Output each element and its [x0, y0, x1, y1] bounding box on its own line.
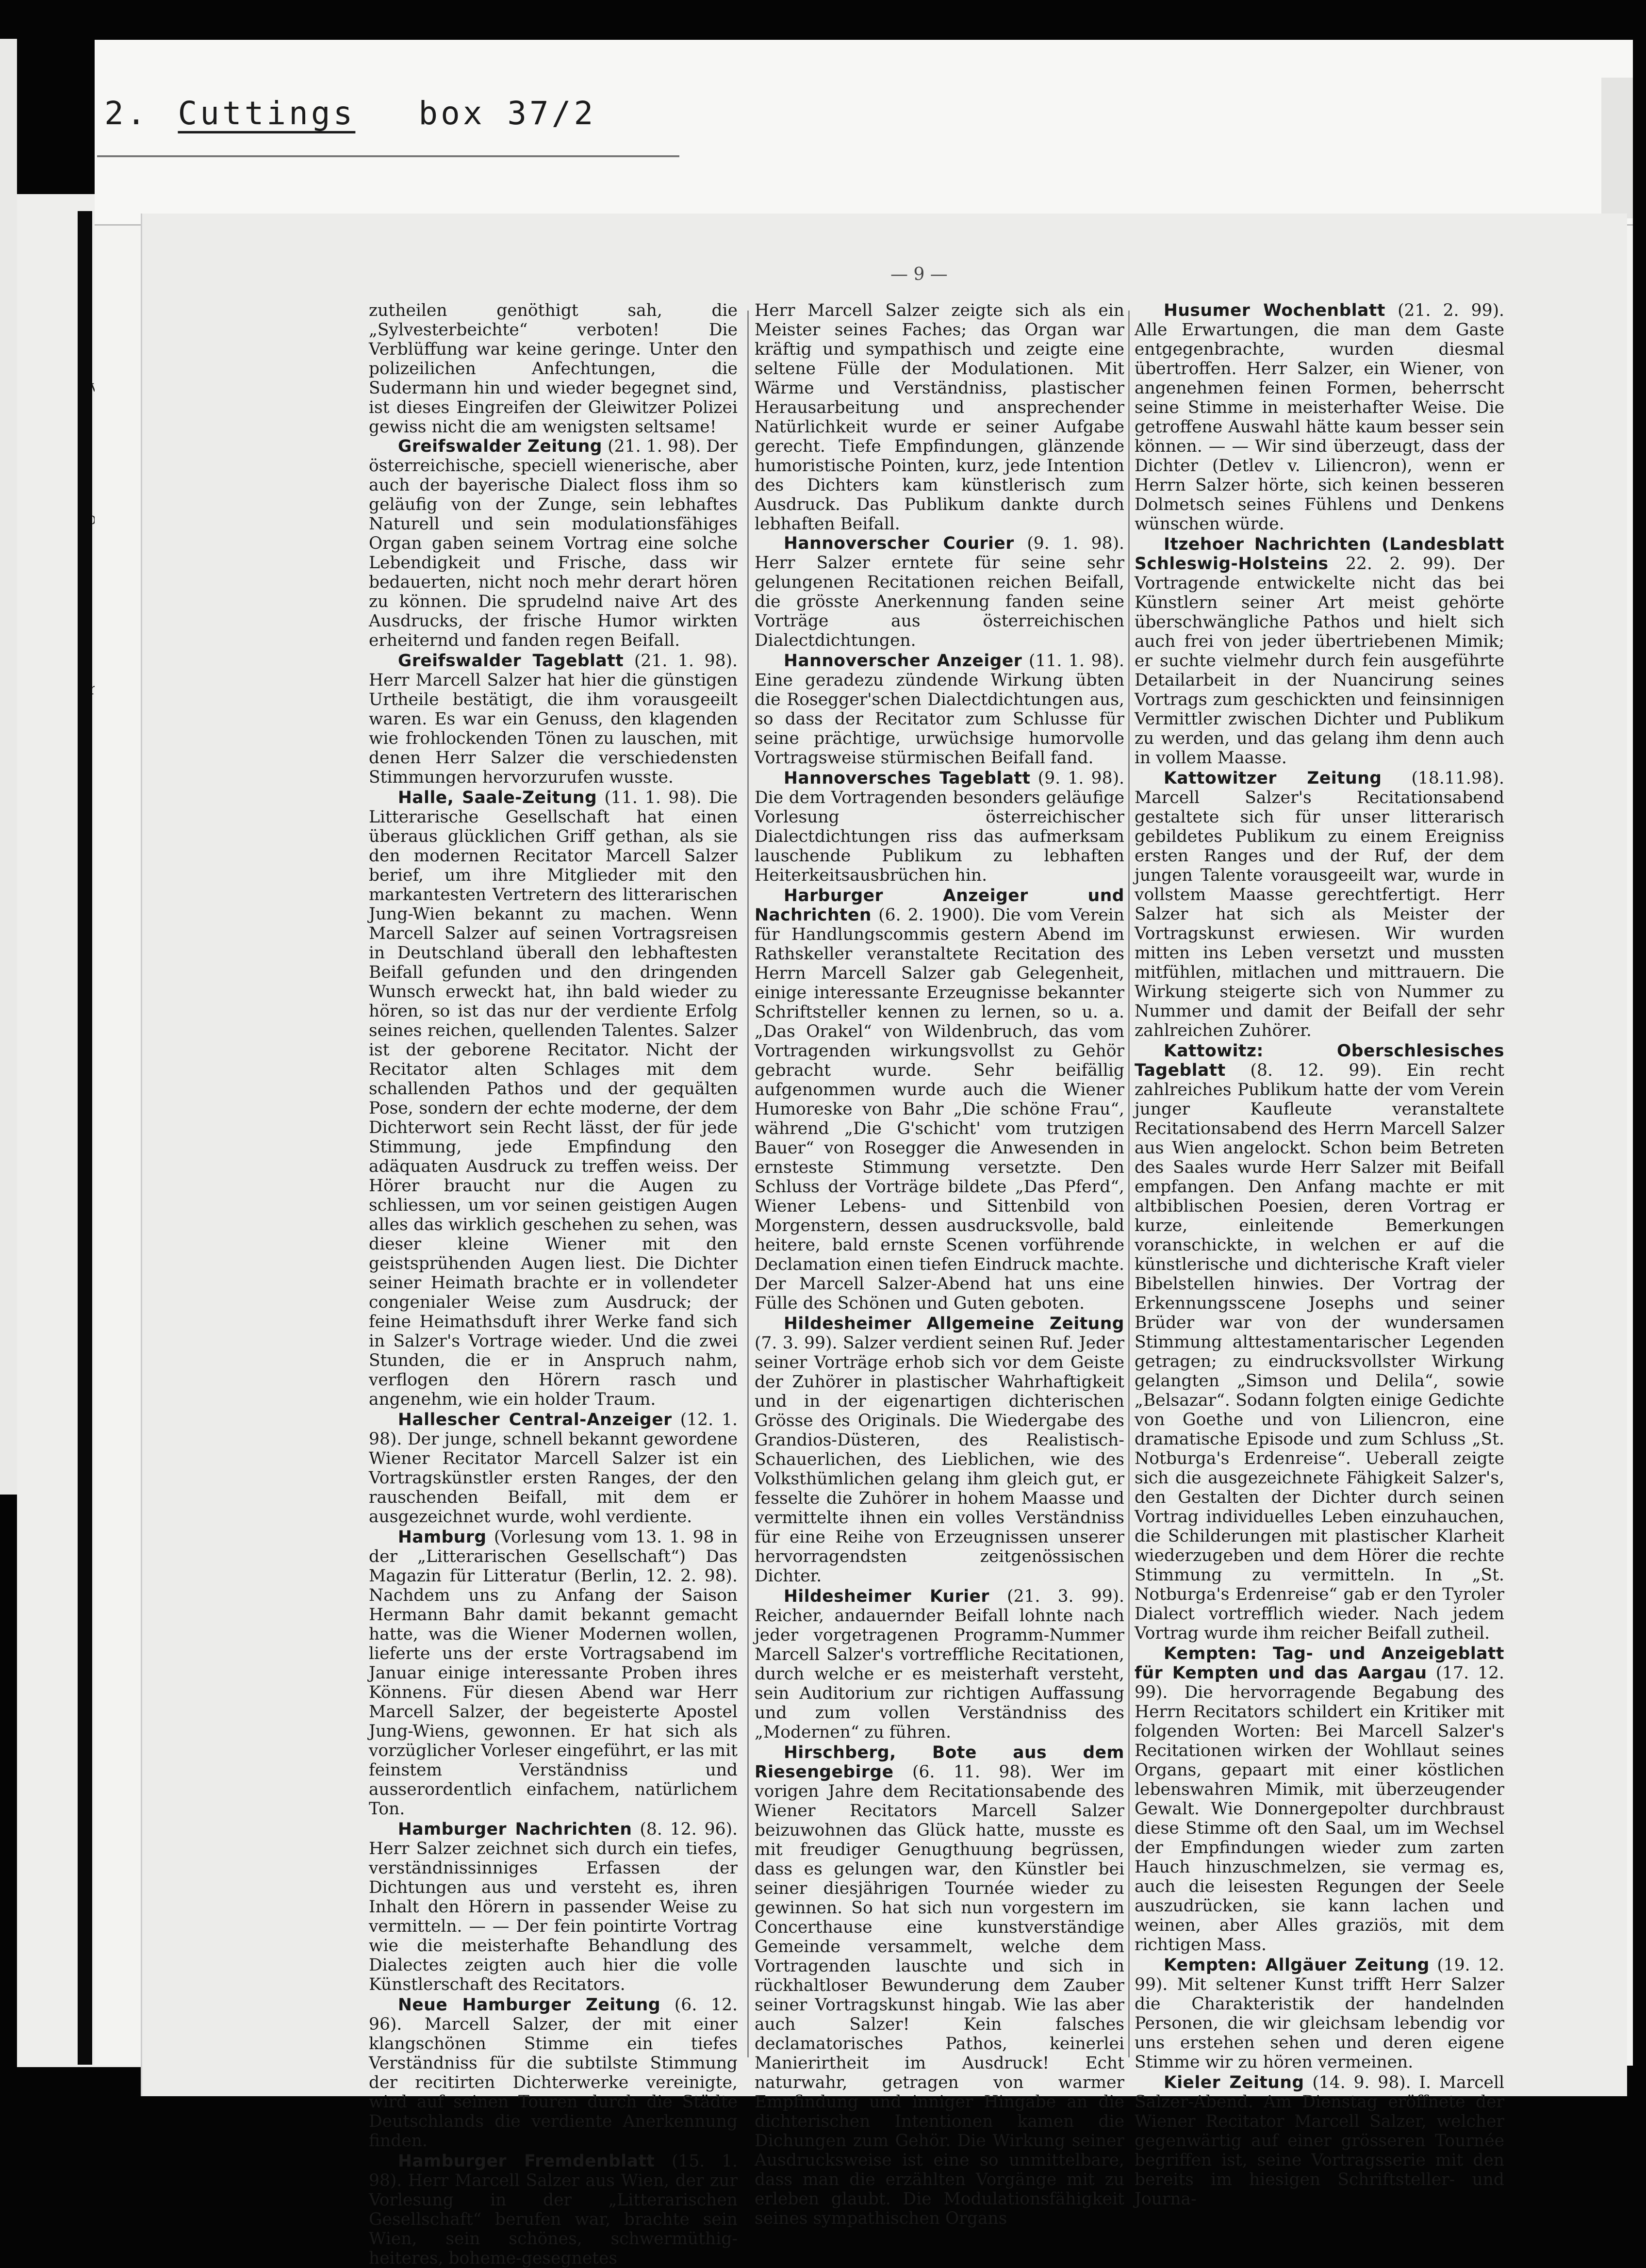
review-entry	[369, 2152, 738, 2268]
review-text: Ein recht zahlreiches Publikum hatte der vom Verein junger Kaufleute veranstaltete Recitationsabend des Herrn Marcell Salzer aus Wien angelockt. Schon beim Betreten des Saales wurde Herr Salzer mit Beifall empfangen. Den Anfang machte er mit altbiblischen Poesien, deren Vortrag er kurze, einleitende Bemerkungen voranschickte, in welchen er auf die künstlerische und dichterische Kraft vieler Bibelstellen hinwies. Der Vortrag der Erkennungsscene Josephs und seiner Brüder war von der wundersamen Stimmung alttestamentarischer Legenden getragen; zu eindrucksvollster Wirkung gelangten „Simson und Delila“, sowie „Belsazar“. Sodann folgten einige Gedichte von Goethe und von Liliencron, eine dramatische Episode und zum Schluss „St. Notburga's Erdenreise“. Ueberall zeigte sich die ausgezeichnete Fähigkeit Salzer's, den Gestalten der Dichter durch seinen Vortrag individuelles Leben einzuhauchen, die Schilderungen mit plastischer Klarheit wiederzugeben und dem Hörer die rechte Stimmung zu vermitteln. In „St. Notburga's Erdenreise“ gab er den Tyroler Dialect vortrefflich wieder. Nach jedem Vortrag wurde ihm reicher Beifall zutheil.	[1135, 1061, 1505, 1643]
publication-name: Kattowitzer Zeitung	[1164, 769, 1382, 788]
header-rule	[97, 155, 679, 157]
review-entry	[1135, 1956, 1504, 2072]
publication-name: Hildesheimer Allgemeine Zeitung	[784, 1314, 1124, 1333]
review-text: Marcell Salzer, der mit einer klangschönen Stimme ein tiefes Verständniss für die subtilste Stimmung der recitirten Dichterwerke vereinigte, wird auf seinen Touren durch die Städte Deutschlands die verdiente Anerkennung finden.	[369, 2015, 738, 2151]
publication-date: (18.11.98).	[1411, 769, 1504, 788]
review-entry	[369, 651, 738, 787]
column-2	[755, 301, 1125, 2228]
publication-name: Husumer Wochenblatt	[1164, 301, 1385, 320]
archive-label	[104, 95, 596, 132]
review-entry	[755, 651, 1124, 768]
publication-name: Hamburg	[398, 1528, 487, 1547]
review-text: Salzer verdient seinen Ruf. Jeder seiner Vorträge erhob sich vor dem Geiste der Zuhörer in plastischer Wahrhaftigkeit und in der eigenartigen dichterischen Grösse des Originals. Die Wiedergabe des Grandios-Düsteren, des Realistisch-Schauerlichen, des Lieblichen, wie des Volksthümlichen gelang ihm gleich gut, er fesselte die Zuhörer in hohem Maasse und vermittelte ihnen ein volles Verständniss für eine Reihe von Erzeugnissen unserer hervorragendsten zeitgenössischen Dichter.	[755, 1333, 1124, 1586]
publication-date: (Vorlesung vom 13. 1. 98 in der „Litterarischen Gesellschaft“)	[369, 1528, 738, 1566]
review-text: I. Marcell Salzer-Abend. Am Dienstag eröffnete der Wiener Recitator Marcell Salzer, welcher gegenwärtig auf einer grösseren Tournée begriffen ist, seine Vortragsserie mit den bereits im hiesigen Schriftsteller- und Journa-	[1135, 2073, 1505, 2209]
review-text: Herr Marcell Salzer aus Wien, der zur Vorlesung in der „Litterarischen Gesellschaft“ berufen war, brachte sein Wien, sein schönes, schwermüthig-heiteres, boheme-gesegnetes	[369, 2171, 738, 2268]
publication-date: (17. 12. 99).	[1135, 1663, 1504, 1702]
review-entry	[1135, 301, 1504, 534]
archive-number: 2.	[104, 95, 149, 132]
review-text: Herr Salzer zeichnet sich durch ein tiefes, verständnissinniges Erfassen der Dichtungen aus und versteht es, ihren Inhalt den Hörern in passender Weise zu vermitteln. — — Der fein pointirte Vortrag wie die meisterhafte Behandlung des Dialectes zeigten auch hier die volle Künstlerschaft des Recitators.	[369, 1839, 738, 1994]
publication-name: Kattowitz: Oberschlesisches Tageblatt	[1135, 1041, 1504, 1080]
publication-name: Halle, Saale-Zeitung	[398, 788, 597, 807]
review-text: Der junge, schnell bekannt gewordene Wiener Recitator Marcell Salzer ist ein Vortragskünstler ersten Ranges, der den rauschenden Beifall, mit dem er ausgezeichnet wurde, wohl verdiente.	[369, 1430, 738, 1527]
review-text: Der österreichische, speciell wienerische, aber auch der bayerische Dialect floss ihm so geläufig von der Zunge, sein lebhaftes Naturell und sein modulationsfähiges Organ gaben seinem Vortrag eine solche Lebendigkeit und Frische, dass wir bedauerten, nicht noch mehr derart hören zu können. Die sprudelnd naive Art des Ausdrucks, der frische Humor wirkten erheiternd und fanden regen Beifall.	[369, 437, 738, 650]
review-entry	[1135, 1644, 1504, 1955]
review-entry	[1135, 2073, 1504, 2209]
publication-date: (9. 1. 98).	[1027, 534, 1125, 553]
publication-date: (6. 12. 96).	[369, 1995, 738, 2034]
review-text: Wer im vorigen Jahre dem Recitationsabende des Wiener Recitators Marcell Salzer beizuwohnen das Glück hatte, musste es mit freudiger Genugthuung begrüssen, dass es gelungen war, den Künstler bei seiner diesjährigen Tournée wieder zu gewinnen. So hat sich nun vorgestern im Concerthause eine kunstverständige Gemeinde versammelt, welche dem Vortragenden lauschte und sich in rückhaltloser Bewunderung dem Zauber seiner Vortragskunst hingab. Wie las aber auch Salzer! Kein falsches declamatorisches Pathos, keinerlei Manierirtheit im Ausdruck! Echt naturwahr, getragen von warmer Empfindung und inniger Hingabe an die dichterischen Intentionen kamen die Dichungen zum Gehör. Die Wirkung seiner Ausdrucksweise ist eine so unmittelbare, dass man die erzählten Vorgänge mit zu erleben glaubt. Die Modulationsfähigkeit seines sympathischen Organs	[755, 1762, 1125, 2228]
publication-name: Hallescher Central-Anzeiger	[398, 1410, 672, 1430]
column-lead-text: zutheilen genöthigt sah, die „Sylvesterbeichte“ verboten! Die Verblüffung war keine geringe. Unter den polizeilichen Anfechtungen, die Sudermann hin und wieder begegnet sind, ist dieses Eingreifen der Gleiwitzer Polizei gewiss nicht die am wenigsten seltsame!	[369, 301, 738, 437]
review-text: Marcell Salzer's Recitationsabend gestaltete sich für unser litterarisch gebildetes Publikum zu einem Ereigniss ersten Ranges und der Ruf, der dem jungen Talente vorausgeeilt war, wurde in vollstem Maasse gerechtfertigt. Herr Salzer hat sich als Meister der Vortragskunst erwiesen. Wir wurden mitten ins Leben versetzt und mussten mitfühlen, mitlachen und mittrauern. Die Wirkung steigerte sich von Nummer zu Nummer und damit der Beifall der sehr zahlreichen Zuhörer.	[1135, 788, 1504, 1040]
publication-name: Hildesheimer Kurier	[784, 1587, 989, 1606]
publication-date: (14. 9. 98).	[1312, 2073, 1411, 2092]
publication-date: 22. 2. 99).	[1346, 554, 1456, 574]
publication-date: (6. 2. 1900).	[878, 905, 986, 925]
review-text: Das Magazin für Litteratur (Berlin, 12. 2. 98). Nachdem uns zu Anfang der Saison Hermann Bahr damit bekannt gemacht hatte, was die Wiener Modernen wollen, lieferte uns der erste Vortragsabend im Januar einige interessante Proben ihres Könnens. Für diesen Abend war Herr Marcell Salzer, der begeisterte Apostel Jung-Wiens, gewonnen. Er hat sich als vorzüglicher Vorleser eingeführt, er las mit feinstem Verständniss und ausserordentlich einfachem, natürlichem Ton.	[369, 1547, 738, 1819]
review-entry	[755, 1743, 1124, 2228]
publication-date: (11. 1. 98).	[1029, 651, 1124, 671]
review-entry	[369, 788, 738, 1409]
publication-name: Greifswalder Zeitung	[398, 437, 602, 456]
review-entry	[369, 1995, 738, 2151]
column-1	[369, 301, 738, 2268]
review-entry	[1135, 769, 1504, 1040]
publication-name: Harburger Anzeiger und Nachrichten	[755, 886, 1124, 925]
page-gutter	[78, 211, 92, 2065]
archive-header-card	[95, 40, 1633, 226]
publication-date: (9. 1. 98).	[1037, 769, 1125, 788]
publication-date: (12. 1. 98).	[369, 1410, 738, 1449]
publication-date: (19. 12. 99).	[1135, 1956, 1504, 1994]
column-lead-text: Herr Marcell Salzer zeigte sich als ein Meister seines Faches; das Organ war kräftig und sympathisch und zeigte eine seltene Fülle der Modulationen. Mit Wärme und Verständniss, plastischer Herausarbeitung und ansprechender Natürlichkeit wurde er seiner Aufgabe gerecht. Tiefe Empfindungen, glänzende humoristische Pointen, kurz, jede Intention des Dichters kam künstlerisch zum Ausdruck. Das Publikum dankte durch lebhaften Beifall.	[755, 301, 1124, 534]
publication-name: Itzehoer Nachrichten (Landesblatt Schleswig-Holsteins	[1135, 535, 1504, 574]
archive-box: box 37/2	[418, 95, 596, 132]
publication-name: Hannoverscher Courier	[784, 534, 1014, 553]
review-entry	[1135, 1041, 1504, 1643]
publication-date: (11. 1. 98).	[604, 788, 702, 807]
publication-name: Hannoverscher Anzeiger	[784, 651, 1022, 671]
publication-name: Hirschberg, Bote aus dem Riesengebirge	[755, 1743, 1124, 1782]
review-entry	[755, 1314, 1124, 1586]
publication-date: (21. 1. 98).	[634, 651, 738, 671]
review-text: Herr Marcell Salzer hat hier die günstigen Urtheile bestätigt, die ihm vorausgeeilt waren. Es war ein Genuss, den klagenden wie frohlockenden Tönen zu lauschen, mit denen Herr Salzer die verschiedensten Stimmungen hervorzurufen wusste.	[369, 671, 738, 787]
review-text: Die Litterarische Gesellschaft hat einen überaus glücklichen Griff gethan, als sie den modernen Recitator Marcell Salzer berief, um ihre Mitglieder mit den markantesten Vertretern des litterarischen Jung-Wien bekannt zu machen. Wenn Marcell Salzer auf seinen Vortragsreisen in Deutschland überall den lebhaftesten Beifall gefunden und den dringenden Wunsch erweckt hat, ihn bald wieder zu hören, so ist das nur der verdiente Erfolg seines reichen, quellenden Talentes. Salzer ist der geborene Recitator. Nicht der Recitator alten Schlages mit dem schallenden Pathos und der gequälten Pose, sondern der echte moderne, der dem Dichterwort sein Recht lässt, der für jede Stimmung, jede Empfindung den adäquaten Ausdruck zu treffen weiss. Der Hörer braucht nur die Augen zu schliessen, um vor seinen geistigen Augen alles das wirklich geschehen zu sehen, was dieser kleine Wiener mit den geistsprühenden Augen liest. Die Dichter seiner Heimath brachte er in vollendeter congenialer Weise zum Ausdruck; der feine Heimathsduft ihrer Werke fand sich in Salzer's Vortrage wieder. Und die zwei Stunden, die er in Anspruch nahm, verflogen den Hörern rasch und angenehm, wie ein holder Traum.	[369, 788, 738, 1409]
review-text: Die vom Verein für Handlungscommis gestern Abend im Rathskeller veranstaltete Recitation des Herrn Marcell Salzer gab Gelegenheit, einige interessante Erzeugnisse bekannter Schriftsteller kennen zu lernen, so u. a. „Das Orakel“ von Wildenbruch, das vom Vortragenden wirkungsvollst zu Gehör gebracht wurde. Sehr beifällig aufgenommen wurde auch die Wiener Humoreske von Bahr „Die schöne Frau“, während „Die G'schicht' vom trutzigen Bauer“ von Rosegger die Anwesenden in ernsteste Stimmung versetzte. Den Schluss der Vorträge bildete „Das Pferd“, Wiener Lebens- und Sittenbild von Morgenstern, dessen ausdrucksvolle, bald heitere, bald ernste Scenen vorführende Declamation einen tiefen Eindruck machte. Der Marcell Salzer-Abend hat uns eine Fülle des Schönen und Guten geboten.	[755, 905, 1125, 1313]
column-3	[1135, 301, 1505, 2209]
review-text: Eine geradezu zündende Wirkung übten die Rosegger'schen Dialectdichtungen aus, so dass der Recitator zum Schlusse für seine prächtige, urwüchsige humorvolle Vortragsweise stürmischen Beifall fand.	[755, 671, 1124, 768]
publication-date: (7. 3. 99).	[755, 1333, 838, 1353]
publication-date: (15. 1. 98).	[369, 2152, 738, 2190]
review-text: Die hervorragende Begabung des Herrn Recitators schildert ein Kritiker mit folgenden Worten: Bei Marcell Salzer's Recitationen wirken der Wohllaut seines Organs, gepaart mit einer köstlichen lebenswahren Mimik, mit überzeugender Gewalt. Wie Donnergepolter durchbraust diese Stimme oft den Saal, um im Wechsel der Empfindungen wieder zum zarten Hauch hinzuschmelzen, sie vermag es, auch die leisesten Regungen der Seele auszudrücken, sie kann lachen und weinen, aber Alles graziös, mit dem richtigen Mass.	[1135, 1683, 1505, 1955]
publication-date: (21. 3. 99).	[1007, 1587, 1124, 1606]
archive-title: Cuttings	[178, 95, 356, 132]
column-rule	[747, 311, 749, 2057]
publication-name: Hamburger Nachrichten	[398, 1820, 632, 1839]
review-entry	[1135, 535, 1504, 768]
publication-date: (8. 12. 99).	[1250, 1061, 1382, 1080]
review-entry	[755, 1587, 1124, 1742]
review-entry	[369, 1528, 738, 1819]
publication-name: Kieler Zeitung	[1164, 2073, 1304, 2092]
page-number: — 9 —	[890, 264, 948, 284]
review-entry	[755, 534, 1124, 650]
publication-name: Hannoversches Tageblatt	[784, 769, 1031, 788]
column-rule	[1128, 311, 1130, 2057]
publication-date: (21. 1. 98).	[608, 437, 701, 456]
publication-name: Neue Hamburger Zeitung	[398, 1995, 661, 2015]
review-entry	[369, 1820, 738, 1994]
header-card-shadow	[1601, 78, 1633, 218]
publication-date: (21. 2. 99).	[1398, 301, 1505, 320]
review-entry	[755, 769, 1124, 885]
review-entry	[369, 437, 738, 650]
review-entry	[369, 1410, 738, 1527]
review-text: Der Vortragende entwickelte nicht das bei Künstlern seiner Art meist gehörte überschwängliche Pathos und hielt sich auch frei von jeder übertriebenen Mimik; er suchte vielmehr durch fein ausgeführte Detailarbeit in der Nuancirung seines Vortrags zum geschickten und feinsinnigen Vermittler zwischen Dichter und Publikum zu werden, und das gelang ihm denn auch in vollem Maasse.	[1135, 554, 1505, 768]
review-text: Alle Erwartungen, die man dem Gaste entgegenbrachte, wurden diesmal übertroffen. Herr Salzer, ein Wiener, von angenehmen feinen Formen, beherrscht seine Stimme in meisterhafter Weise. Die getroffene Auswahl hätte kaum besser sein können. — — Wir sind überzeugt, dass der Dichter (Detlev v. Liliencron), wenn er Herrn Salzer hörte, sich keinen besseren Dolmetsch seines Fühlens und Denkens wünschen würde.	[1135, 320, 1504, 534]
review-text: Die dem Vortragenden besonders geläufige Vorlesung österreichischer Dialectdichtungen riss das aufmerksam lauschende Publikum zu lebhaften Heiterkeitsausbrüchen hin.	[755, 788, 1124, 885]
publication-name: Hamburger Fremdenblatt	[398, 2152, 655, 2171]
review-text: Mit seltener Kunst trifft Herr Salzer die Charakteristik der handelnden Personen, die wir gleichsam lebendig vor uns erstehen sehen und deren eigene Stimme wir zu hören vermeinen.	[1135, 1975, 1504, 2072]
review-text: Reicher, andauernder Beifall lohnte nach jeder vorgetragenen Programm-Nummer Marcell Salzer's vortreffliche Recitationen, durch welche er es meisterhaft versteht, sein Auditorium zur richtigen Auffassung und zum vollen Verständniss des „Modernen“ zu führen.	[755, 1606, 1124, 1742]
review-entry	[755, 886, 1124, 1313]
review-text: Herr Salzer erntete für seine sehr gelungenen Recitationen reichen Beifall, die grösste Anerkennung fanden seine Vorträge aus österreichischen Dialectdichtungen.	[755, 553, 1124, 650]
publication-date: (8. 12. 96).	[640, 1820, 738, 1839]
publication-name: Kempten: Tag- und Anzeigeblatt für Kempten und das Aargau	[1135, 1644, 1504, 1683]
publication-date: (6. 11. 98).	[912, 1762, 1032, 1782]
page-edge-strip	[0, 39, 17, 1495]
publication-name: Kempten: Allgäuer Zeitung	[1164, 1956, 1430, 1975]
publication-name: Greifswalder Tageblatt	[398, 651, 624, 671]
